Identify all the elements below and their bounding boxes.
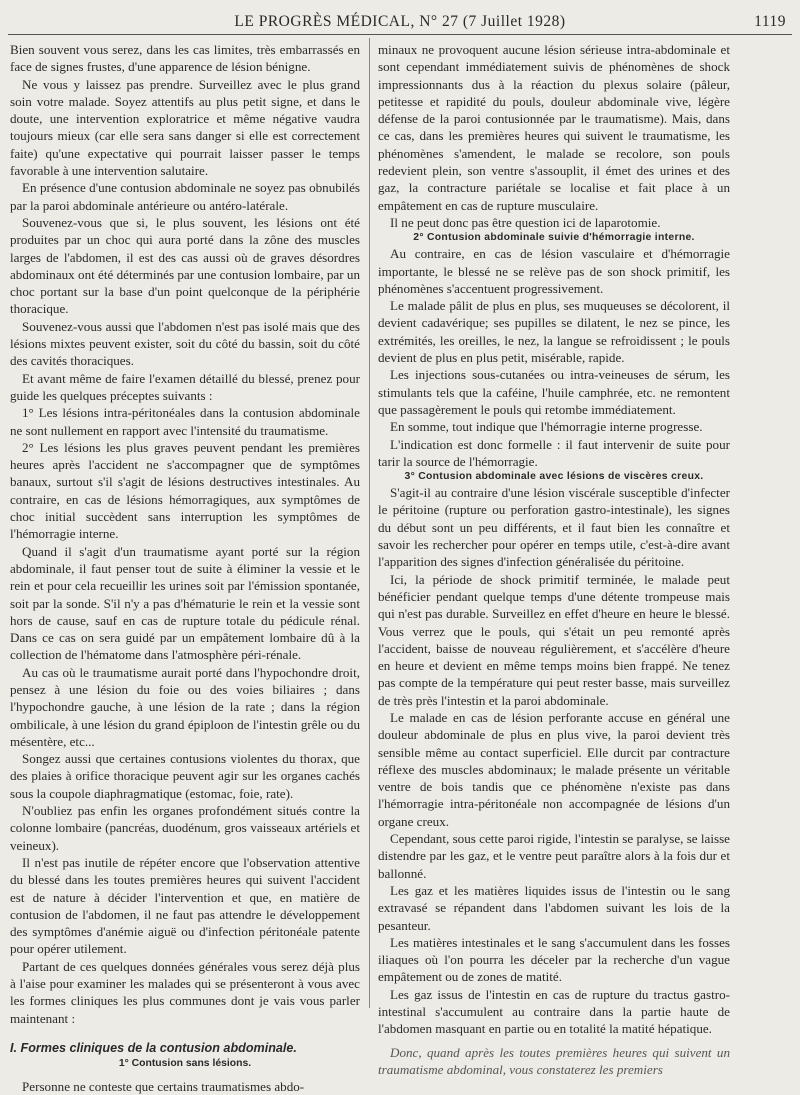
paragraph: Le malade en cas de lésion perforante accuse en général une douleur abdominale de plus en plus vive, la paroi devient très sensible même au contact superficiel. Elle durcit par contracture réflexe des muscles abdominaux; le malade présente un véritable ventre de bois tandis que ce phénomène n'existe pas dans l'hémorragie intra-péritonéale non accompagnée de lésions d'un organe creux. bbox=[378, 709, 730, 829]
paragraph: Quand il s'agit d'un traumatisme ayant porté sur la région abdominale, il faut penser tout de suite à éliminer la vessie et le rein et pour cela recueillir les urines soit par l'émission spontanée, soit par la sonde. S'il n'y a pas d'hématurie le rein et la vessie sont hors de cause, sauf en cas de rupture totale du pédicule rénal. Dans ce cas on sera guidé par un empâtement lombaire dû à la collection de l'hématome dans l'atmosphère péri-rénale. bbox=[10, 543, 360, 663]
page-number: 1119 bbox=[754, 13, 786, 30]
paragraph: En somme, tout indique que l'hémorragie interne progresse. bbox=[390, 419, 703, 435]
paragraph: Souvenez-vous que si, le plus souvent, les lésions ont été produites par un choc qui aura porté dans la zône des muscles larges de l'abdomen, il est des cas aussi où de graves désordres abdominaux ont été déterminés par une contusion lombaire, par un choc portant sur la base d'un point quelconque de la périphérie thoracique. bbox=[10, 214, 360, 317]
paragraph: 1° Les lésions intra-péritonéales dans la contusion abdominale ne sont nullement en rapport avec l'intensité du traumatisme. bbox=[10, 405, 360, 438]
paragraph: En présence d'une contusion abdominale ne soyez pas obnubilés par la paroi abdominale antérieure ou antéro-latérale. bbox=[10, 180, 360, 213]
paragraph: Les gaz issus de l'intestin en cas de rupture du tractus gastro-intestinal s'accumulent au contraire dans la partie haute de l'abdomen masquant en partie ou en totalité la matité hépatique. bbox=[378, 986, 730, 1037]
column-divider bbox=[369, 38, 370, 1008]
journal-title: LE PROGRÈS MÉDICAL, N° 27 (7 Juillet 1928) bbox=[234, 13, 566, 30]
header-rule bbox=[8, 34, 792, 35]
paragraph: Au contraire, en cas de lésion vasculaire et d'hémorragie importante, le blessé ne se relève pas de son shock primitif, les phénomènes s'accentuent progressivement. bbox=[378, 246, 730, 296]
paragraph: Souvenez-vous aussi que l'abdomen n'est pas isolé mais que des lésions mixtes peuvent exister, soit du côté du bassin, soit du côté des cavités thoraciques. bbox=[10, 318, 360, 369]
section-heading: I. Formes cliniques de la contusion abdominale. bbox=[10, 1040, 297, 1055]
paragraph: Les gaz et les matières liquides issus de l'intestin ou le sang extravasé se répandent dans l'abdomen suivant les lois de la pesanteur. bbox=[378, 882, 730, 933]
paragraph: Cependant, sous cette paroi rigide, l'intestin se paralyse, se laisse distendre par les gaz, et le ventre peut paraître alors à la fois dur et ballonné. bbox=[378, 831, 730, 881]
subsection-heading: 2° Contusion abdominale suivie d'hémorragie interne. bbox=[413, 232, 695, 244]
paragraph: Donc, quand après les toutes premières heures qui suivent un traumatisme abdominal, vous constaterez les premiers bbox=[378, 1044, 730, 1077]
paragraph: Il ne peut donc pas être question ici de laparotomie. bbox=[390, 214, 661, 230]
paragraph: Il n'est pas inutile de répéter encore que l'observation attentive du blessé dans les toutes premières heures qui suivent l'accident est de nature à décider l'intervention et que, en matière de contusion de l'abdomen, il ne faut pas attendre le développement des symptômes d'anémie aiguë ou d'infection péritonéale patente pour opérer utilement. bbox=[10, 854, 360, 957]
paragraph: Au cas où le traumatisme aurait porté dans l'hypochondre droit, pensez à une lésion du foie ou des voies biliaires ; dans l'hypochondre gauche, à une lésion de la rate ; dans la région ombilicale, à une lésion du grand épiploon de l'intestin grêle ou du mésentère, etc... bbox=[10, 664, 360, 749]
closing-block bbox=[378, 1044, 730, 1079]
paragraph: Et avant même de faire l'examen détaillé du blessé, prenez pour guide les quelques préceptes suivants : bbox=[10, 370, 360, 403]
right-column bbox=[378, 41, 730, 1076]
paragraph: L'indication est donc formelle : il faut intervenir de suite pour tarir la source de l'hémorragie. bbox=[378, 436, 730, 469]
paragraph: 2° Les lésions les plus graves peuvent pendant les premières heures après l'accident ne s'accompagner que de symptômes banaux, surtout s'il s'agit de lésions destructives intestinales. Au contraire, en cas de lésions hémorragiques, aux symptômes de choc initial succèdent sans interruption les symptômes de l'hémorragie interne. bbox=[10, 439, 360, 542]
paragraph: Les matières intestinales et le sang s'accumulent dans les fosses iliaques où l'on pourra les déceler par la recherche d'un vague empâtement ou de zones de matité. bbox=[378, 934, 730, 985]
left-column bbox=[10, 41, 360, 1094]
running-header bbox=[0, 13, 800, 35]
paragraph: minaux ne provoquent aucune lésion sérieuse intra-abdominale et sont cependant immédiatement suivis de phénomènes de shock impressionnants dus à la réaction du plexus solaire (pâleur, petitesse et rapidité du pouls, douleur abdominale vive, légère défense de la paroi contusionnée par le traumatisme). Mais, dans ce cas, dans les premières heures qui suivent le traumatisme, les phénomènes s'amendent, le malade se recolore, son pouls redevient plein, son ventre s'assouplit, il émet des urines et des gaz, la contracture pariétale se localise et fait place à un empâtement en cas de rupture musculaire. bbox=[378, 42, 730, 213]
paragraph: S'agit-il au contraire d'une lésion viscérale susceptible d'infecter le péritoine (rupture ou perforation gastro-intestinale), les signes du début sont un peu différents, et il faut bien les connaître et savoir les rechercher pour opérer en temps utile, c'est-à-dire avant l'apparition des signes d'infection généralisée du péritoine. bbox=[378, 485, 730, 570]
paragraph: Le malade pâlit de plus en plus, ses muqueuses se décolorent, il devient cadavérique; ses pupilles se dilatent, le nez se pince, les extrémités, les oreilles, le nez, la langue se refroidissent ; le pouls devient de plus en plus petit, misérable, rapide. bbox=[378, 298, 730, 366]
paragraph: Bien souvent vous serez, dans les cas limites, très embarrassés en face de signes frustes, d'une apparence de lésion bénigne. bbox=[10, 42, 360, 75]
subsection-heading: 1° Contusion sans lésions. bbox=[118, 1057, 252, 1069]
paragraph: Les injections sous-cutanées ou intra-veineuses de sérum, les stimulants tels que la caféine, l'huile camphrée, etc. ne remontent que passagèrement le pouls qui retombe immédiatement. bbox=[378, 367, 730, 417]
paragraph: Ne vous y laissez pas prendre. Surveillez avec le plus grand soin votre malade. Soyez attentifs au plus petit signe, et dans le doute, une intervention exploratrice et même négative vaudra toujours mieux (car elle sera sans danger si elle est correctement faite) qu'une expectative qui pourrait laisser passer le temps favorable à une intervention salutaire. bbox=[10, 76, 360, 179]
paragraph: Ici, la période de shock primitif terminée, le malade peut bénéficier pendant quelque temps d'une détente trompeuse mais qui n'est pas durable. Surveillez en effet d'heure en heure le blessé. Vous verrez que le pouls, qui s'était un peu remonté après l'accident, baisse de nouveau régulièrement, et s'accélère d'heure en heure et devient en même temps moins bien frappé. Ne tenez pas compte de la température qui peut rester basse, mais surveillez de très près l'intestin et la paroi abdominale. bbox=[378, 571, 730, 708]
paragraph: N'oubliez pas enfin les organes profondément situés contre la colonne lombaire (pancréas, duodénum, gros vaisseaux artériels et veineux). bbox=[10, 803, 360, 853]
paragraph: Partant de ces quelques données générales vous serez déjà plus à l'aise pour examiner les malades qui se présenteront à vous avec les formes cliniques les plus communes dont je vais vous parler maintenant : bbox=[10, 958, 360, 1026]
paragraph: Songez aussi que certaines contusions violentes du thorax, que des plaies à orifice thoracique peuvent agir sur les organes cachés sous la coupole diaphragmatique (estomac, foie, rate). bbox=[10, 751, 360, 801]
subsection-heading: 3° Contusion abdominale avec lésions de viscères creux. bbox=[404, 471, 704, 483]
paragraph: Personne ne conteste que certains traumatismes abdo- bbox=[22, 1078, 305, 1094]
